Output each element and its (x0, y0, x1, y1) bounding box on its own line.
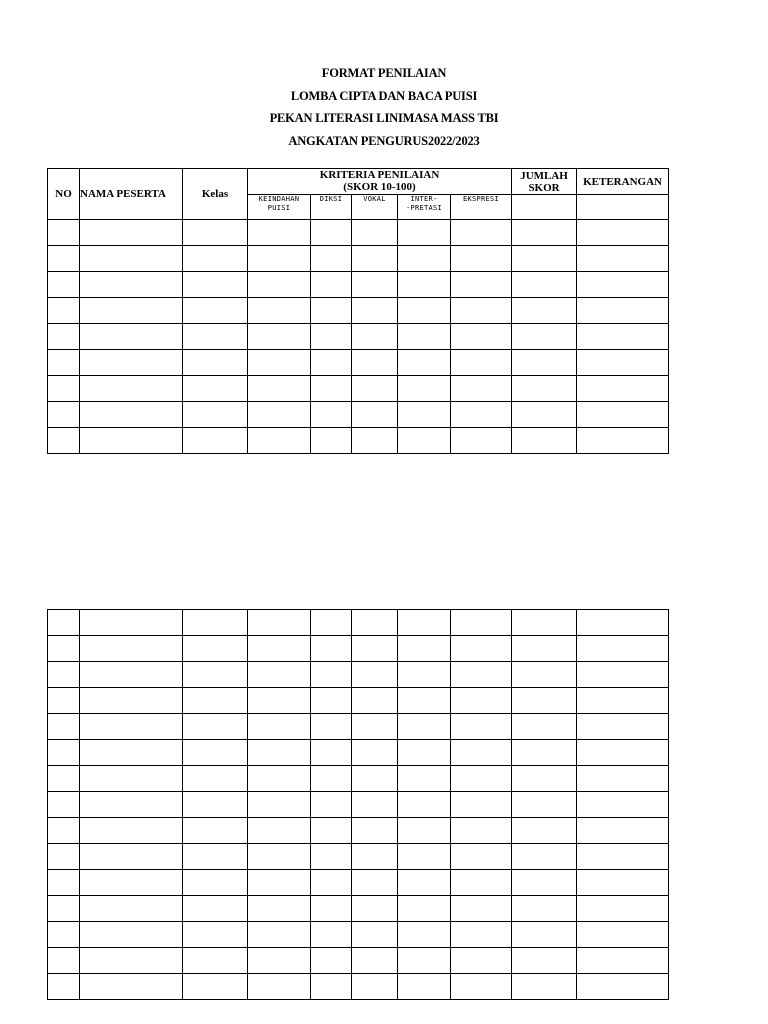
score-cell[interactable] (80, 688, 183, 714)
score-cell[interactable] (48, 922, 80, 948)
score-cell[interactable] (451, 844, 512, 870)
score-cell[interactable] (248, 896, 311, 922)
score-cell[interactable] (183, 402, 248, 428)
score-cell[interactable] (183, 272, 248, 298)
score-cell[interactable] (183, 844, 248, 870)
score-cell[interactable] (48, 350, 80, 376)
score-cell[interactable] (577, 896, 669, 922)
score-cell[interactable] (352, 298, 398, 324)
score-cell[interactable] (398, 636, 451, 662)
score-cell[interactable] (80, 922, 183, 948)
score-cell[interactable] (48, 636, 80, 662)
score-cell[interactable] (248, 272, 311, 298)
jumlah-label: JUMLAH (520, 169, 568, 182)
score-cell[interactable] (398, 870, 451, 896)
score-cell[interactable] (48, 818, 80, 844)
score-cell[interactable] (352, 376, 398, 402)
score-cell[interactable] (80, 948, 183, 974)
table-row (48, 896, 669, 922)
score-cell[interactable] (183, 714, 248, 740)
kriteria-score-range: (SKOR 10-100) (343, 181, 416, 193)
score-cell[interactable] (48, 714, 80, 740)
score-cell[interactable] (48, 402, 80, 428)
title-line-1: FORMAT PENILAIAN (321, 66, 447, 80)
score-cell[interactable] (451, 636, 512, 662)
table-row (48, 350, 669, 376)
score-cell[interactable] (398, 220, 451, 246)
score-cell[interactable] (512, 948, 577, 974)
score-cell[interactable] (311, 246, 352, 272)
score-cell[interactable] (311, 896, 352, 922)
score-cell[interactable] (248, 740, 311, 766)
score-cell[interactable] (80, 428, 183, 454)
score-cell[interactable] (311, 298, 352, 324)
score-cell[interactable] (248, 246, 311, 272)
score-cell[interactable] (398, 974, 451, 1000)
score-cell[interactable] (451, 688, 512, 714)
score-cell[interactable] (311, 610, 352, 636)
score-cell[interactable] (352, 896, 398, 922)
score-cell[interactable] (398, 896, 451, 922)
score-cell[interactable] (512, 246, 577, 272)
score-cell[interactable] (183, 246, 248, 272)
table-row (48, 922, 669, 948)
score-cell[interactable] (80, 636, 183, 662)
score-cell[interactable] (80, 714, 183, 740)
score-cell[interactable] (311, 792, 352, 818)
score-cell[interactable] (577, 870, 669, 896)
score-cell[interactable] (248, 220, 311, 246)
score-cell[interactable] (48, 740, 80, 766)
score-cell[interactable] (352, 636, 398, 662)
score-cell[interactable] (398, 922, 451, 948)
score-cell[interactable] (398, 714, 451, 740)
score-cell[interactable] (451, 376, 512, 402)
score-cell[interactable] (512, 376, 577, 402)
score-cell[interactable] (311, 402, 352, 428)
score-cell[interactable] (311, 324, 352, 350)
score-cell[interactable] (80, 662, 183, 688)
table-row (48, 428, 669, 454)
score-cell[interactable] (451, 922, 512, 948)
score-cell[interactable] (512, 974, 577, 1000)
score-cell[interactable] (398, 324, 451, 350)
score-cell[interactable] (512, 870, 577, 896)
header-kelas: Kelas (183, 169, 248, 220)
score-cell[interactable] (352, 922, 398, 948)
score-cell[interactable] (248, 662, 311, 688)
score-cell[interactable] (48, 766, 80, 792)
title-line-4: ANGKATAN PENGURUS2022/2023 (288, 134, 480, 149)
score-cell[interactable] (248, 844, 311, 870)
score-cell[interactable] (248, 818, 311, 844)
score-cell[interactable] (80, 792, 183, 818)
score-cell[interactable] (183, 974, 248, 1000)
score-cell[interactable] (183, 792, 248, 818)
score-cell[interactable] (577, 714, 669, 740)
score-cell[interactable] (512, 636, 577, 662)
score-cell[interactable] (48, 870, 80, 896)
scoring-table-continued (47, 609, 669, 1000)
table-row (48, 376, 669, 402)
criteria-label: -PRETASI (405, 204, 443, 212)
score-cell[interactable] (80, 246, 183, 272)
score-cell[interactable] (451, 324, 512, 350)
score-cell[interactable] (48, 792, 80, 818)
score-cell[interactable] (577, 376, 669, 402)
score-cell[interactable] (398, 272, 451, 298)
score-cell[interactable] (398, 740, 451, 766)
score-cell[interactable] (80, 220, 183, 246)
score-cell[interactable] (512, 428, 577, 454)
empty-cell (577, 195, 669, 220)
score-cell[interactable] (352, 792, 398, 818)
score-cell[interactable] (248, 974, 311, 1000)
score-cell[interactable] (451, 298, 512, 324)
score-cell[interactable] (577, 766, 669, 792)
table-row (48, 948, 669, 974)
score-cell[interactable] (248, 324, 311, 350)
table-row (48, 974, 669, 1000)
score-cell[interactable] (512, 324, 577, 350)
score-cell[interactable] (80, 402, 183, 428)
score-cell[interactable] (398, 246, 451, 272)
criteria-label: INTER- (410, 195, 438, 203)
score-cell[interactable] (352, 818, 398, 844)
score-cell[interactable] (183, 636, 248, 662)
score-cell[interactable] (398, 792, 451, 818)
score-cell[interactable] (248, 428, 311, 454)
score-cell[interactable] (398, 844, 451, 870)
score-cell[interactable] (48, 298, 80, 324)
score-cell[interactable] (183, 870, 248, 896)
score-cell[interactable] (451, 428, 512, 454)
score-cell[interactable] (577, 610, 669, 636)
score-cell[interactable] (183, 220, 248, 246)
kriteria-title: KRITERIA PENILAIAN (319, 169, 440, 181)
score-cell[interactable] (248, 402, 311, 428)
score-cell[interactable] (352, 688, 398, 714)
score-cell[interactable] (48, 246, 80, 272)
score-cell[interactable] (311, 272, 352, 298)
header-no: NO (48, 169, 80, 220)
score-cell[interactable] (512, 662, 577, 688)
score-cell[interactable] (80, 818, 183, 844)
score-cell[interactable] (451, 948, 512, 974)
score-cell[interactable] (183, 350, 248, 376)
score-cell[interactable] (451, 402, 512, 428)
score-cell[interactable] (80, 610, 183, 636)
score-cell[interactable] (398, 610, 451, 636)
score-cell[interactable] (352, 948, 398, 974)
score-cell[interactable] (48, 376, 80, 402)
score-cell[interactable] (577, 272, 669, 298)
score-cell[interactable] (352, 220, 398, 246)
score-cell[interactable] (577, 792, 669, 818)
score-cell[interactable] (451, 766, 512, 792)
score-cell[interactable] (248, 376, 311, 402)
score-cell[interactable] (311, 636, 352, 662)
score-cell[interactable] (183, 896, 248, 922)
score-cell[interactable] (451, 272, 512, 298)
score-cell[interactable] (451, 740, 512, 766)
score-cell[interactable] (398, 818, 451, 844)
score-cell[interactable] (512, 402, 577, 428)
score-cell[interactable] (577, 246, 669, 272)
table-row (48, 844, 669, 870)
table-row (48, 636, 669, 662)
score-cell[interactable] (48, 688, 80, 714)
score-cell[interactable] (512, 766, 577, 792)
score-cell[interactable] (512, 844, 577, 870)
score-cell[interactable] (183, 766, 248, 792)
score-cell[interactable] (311, 428, 352, 454)
score-cell[interactable] (451, 246, 512, 272)
score-cell[interactable] (80, 324, 183, 350)
score-cell[interactable] (398, 662, 451, 688)
score-cell[interactable] (48, 272, 80, 298)
header-kriteria-penilaian (248, 169, 512, 195)
score-cell[interactable] (352, 272, 398, 298)
score-cell[interactable] (451, 350, 512, 376)
score-cell[interactable] (577, 922, 669, 948)
score-cell[interactable] (311, 844, 352, 870)
criteria-diksi (311, 195, 352, 220)
score-cell[interactable] (183, 662, 248, 688)
score-cell[interactable] (311, 350, 352, 376)
criteria-keindahan-puisi (248, 195, 311, 220)
scoring-table-body (48, 220, 669, 454)
score-cell[interactable] (577, 740, 669, 766)
score-cell[interactable] (311, 662, 352, 688)
score-cell[interactable] (248, 350, 311, 376)
table-row (48, 662, 669, 688)
score-cell[interactable] (352, 974, 398, 1000)
score-cell[interactable] (80, 896, 183, 922)
score-cell[interactable] (183, 688, 248, 714)
criteria-label: PUISI (267, 204, 291, 212)
score-cell[interactable] (80, 870, 183, 896)
score-cell[interactable] (577, 298, 669, 324)
score-cell[interactable] (398, 688, 451, 714)
table-row (48, 870, 669, 896)
score-cell[interactable] (48, 610, 80, 636)
score-cell[interactable] (451, 220, 512, 246)
score-cell[interactable] (311, 948, 352, 974)
table-row (48, 688, 669, 714)
score-cell[interactable] (352, 610, 398, 636)
score-cell[interactable] (512, 350, 577, 376)
score-cell[interactable] (248, 870, 311, 896)
score-cell[interactable] (451, 714, 512, 740)
table-row (48, 324, 669, 350)
criteria-label: DIKSI (319, 195, 343, 203)
score-cell[interactable] (577, 948, 669, 974)
score-cell[interactable] (512, 792, 577, 818)
score-cell[interactable] (398, 376, 451, 402)
criteria-interpretasi (398, 195, 451, 220)
score-cell[interactable] (48, 662, 80, 688)
score-cell[interactable] (80, 272, 183, 298)
score-cell[interactable] (80, 740, 183, 766)
score-cell[interactable] (311, 974, 352, 1000)
score-cell[interactable] (248, 792, 311, 818)
score-cell[interactable] (80, 298, 183, 324)
score-cell[interactable] (48, 220, 80, 246)
score-cell[interactable] (352, 740, 398, 766)
table-row (48, 272, 669, 298)
score-cell[interactable] (577, 662, 669, 688)
score-cell[interactable] (512, 740, 577, 766)
header-nama-peserta: NAMA PESERTA (80, 169, 183, 220)
score-cell[interactable] (183, 376, 248, 402)
score-cell[interactable] (451, 818, 512, 844)
score-cell[interactable] (577, 974, 669, 1000)
score-cell[interactable] (512, 272, 577, 298)
score-cell[interactable] (80, 844, 183, 870)
table-row (48, 298, 669, 324)
score-cell[interactable] (512, 922, 577, 948)
table-row (48, 818, 669, 844)
score-cell[interactable] (398, 428, 451, 454)
score-cell[interactable] (398, 298, 451, 324)
score-cell[interactable] (80, 974, 183, 1000)
score-cell[interactable] (311, 922, 352, 948)
score-cell[interactable] (451, 610, 512, 636)
scoring-table (47, 168, 669, 454)
score-cell[interactable] (352, 428, 398, 454)
score-cell[interactable] (48, 974, 80, 1000)
score-cell[interactable] (352, 766, 398, 792)
title-line-2: LOMBA CIPTA DAN BACA PUISI (290, 88, 478, 103)
table-row (48, 402, 669, 428)
score-cell[interactable] (183, 428, 248, 454)
score-cell[interactable] (352, 844, 398, 870)
table-row (48, 246, 669, 272)
score-cell[interactable] (512, 220, 577, 246)
score-cell[interactable] (80, 376, 183, 402)
criteria-label: EKSPRESI (462, 195, 500, 203)
score-cell[interactable] (577, 688, 669, 714)
score-cell[interactable] (248, 610, 311, 636)
document-title-block (0, 62, 768, 153)
score-cell[interactable] (352, 662, 398, 688)
score-cell[interactable] (451, 870, 512, 896)
score-cell[interactable] (398, 766, 451, 792)
score-cell[interactable] (311, 376, 352, 402)
score-cell[interactable] (451, 974, 512, 1000)
score-cell[interactable] (352, 324, 398, 350)
criteria-vokal (352, 195, 398, 220)
score-cell[interactable] (248, 688, 311, 714)
score-cell[interactable] (248, 766, 311, 792)
score-cell[interactable] (311, 714, 352, 740)
score-cell[interactable] (352, 350, 398, 376)
score-cell[interactable] (577, 636, 669, 662)
score-cell[interactable] (80, 350, 183, 376)
score-cell[interactable] (451, 792, 512, 818)
score-cell[interactable] (352, 246, 398, 272)
score-cell[interactable] (183, 610, 248, 636)
scoring-table-continued-body (48, 610, 669, 1000)
criteria-label: KEINDAHAN (258, 195, 300, 203)
score-cell[interactable] (311, 818, 352, 844)
score-cell[interactable] (183, 948, 248, 974)
score-cell[interactable] (183, 324, 248, 350)
score-cell[interactable] (183, 818, 248, 844)
score-cell[interactable] (577, 844, 669, 870)
score-cell[interactable] (311, 220, 352, 246)
table-row (48, 220, 669, 246)
score-cell[interactable] (248, 948, 311, 974)
score-cell[interactable] (577, 324, 669, 350)
score-cell[interactable] (183, 740, 248, 766)
criteria-ekspresi (451, 195, 512, 220)
score-cell[interactable] (352, 714, 398, 740)
score-cell[interactable] (398, 948, 451, 974)
score-cell[interactable] (48, 428, 80, 454)
score-cell[interactable] (311, 740, 352, 766)
score-cell[interactable] (80, 766, 183, 792)
title-line-3: PEKAN LITERASI LINIMASA MASS TBI (269, 111, 499, 126)
table-row (48, 714, 669, 740)
criteria-label: VOKAL (363, 195, 386, 203)
score-cell[interactable] (577, 818, 669, 844)
score-cell[interactable] (451, 896, 512, 922)
score-cell[interactable] (577, 428, 669, 454)
table-row (48, 792, 669, 818)
score-cell[interactable] (311, 766, 352, 792)
score-cell[interactable] (248, 922, 311, 948)
score-cell[interactable] (48, 948, 80, 974)
score-cell[interactable] (512, 714, 577, 740)
table-row (48, 766, 669, 792)
score-cell[interactable] (512, 688, 577, 714)
score-cell[interactable] (311, 688, 352, 714)
header-keterangan: KETERANGAN (577, 169, 669, 195)
score-cell[interactable] (512, 896, 577, 922)
score-cell[interactable] (248, 714, 311, 740)
score-cell[interactable] (398, 350, 451, 376)
score-cell[interactable] (512, 610, 577, 636)
score-cell[interactable] (48, 844, 80, 870)
score-cell[interactable] (183, 922, 248, 948)
score-cell[interactable] (512, 298, 577, 324)
score-cell[interactable] (48, 324, 80, 350)
table-row (48, 740, 669, 766)
score-cell[interactable] (577, 220, 669, 246)
score-cell[interactable] (183, 298, 248, 324)
score-cell[interactable] (577, 350, 669, 376)
table-row (48, 610, 669, 636)
score-cell[interactable] (398, 402, 451, 428)
score-cell[interactable] (512, 818, 577, 844)
score-cell[interactable] (48, 896, 80, 922)
score-cell[interactable] (352, 402, 398, 428)
score-cell[interactable] (577, 402, 669, 428)
header-jumlah-skor (512, 169, 577, 195)
score-cell[interactable] (248, 298, 311, 324)
score-cell[interactable] (451, 662, 512, 688)
skor-label: SKOR (528, 181, 560, 194)
score-cell[interactable] (248, 636, 311, 662)
score-cell[interactable] (311, 870, 352, 896)
score-cell[interactable] (352, 870, 398, 896)
empty-cell (512, 195, 577, 220)
